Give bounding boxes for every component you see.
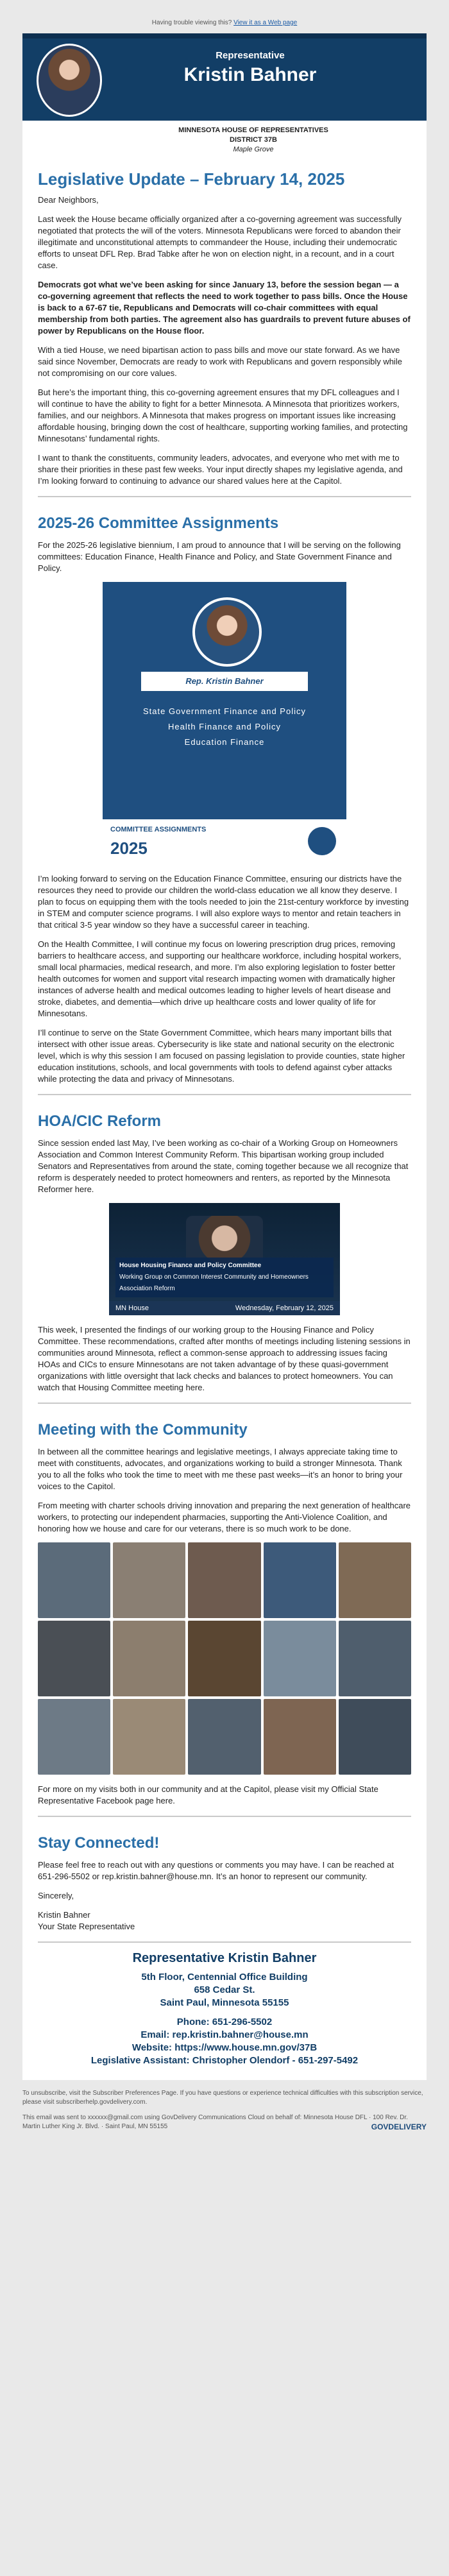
header-banner — [22, 33, 427, 121]
hoa-p1: Since session ended last May, I’ve been working as co-chair of a Working Group on Homeowners Association and Common Interest Community Reform. This bipartisan working group included Senators and Representatives from around the state, coming together because we all recognize that reform is desperately needed to protect homeowners and renters, as reported by the Minnesota Reformer here. — [38, 1138, 409, 1194]
newsletter-card — [22, 33, 427, 2080]
video-caption-title: House Housing Finance and Policy Committee — [119, 1262, 262, 1269]
photo-tile — [339, 1699, 411, 1775]
greeting: Dear Neighbors, — [38, 195, 99, 205]
committee-list — [103, 704, 346, 750]
committee-p3: I’ll continue to serve on the State Government Committee, which hears many important bills that intersect with other issue areas. Cybersecurity is like state and national security on the electronic level, which is why this session I am focused on passing legislation to provide counties, state higher education institutions, schools, and local governments with tools to defend against cyber attacks while protecting the data and privacy of Minnesotans. — [38, 1028, 405, 1084]
committee-year: 2025 — [110, 839, 148, 858]
committee-p2: On the Health Committee, I will continue my focus on lowering prescription drug prices, removing barriers to healthcare access, and supporting our healthcare workforce, including hospital workers, small local pharmacies, medical research, and more. I’m also exploring legislation to foster better health outcomes for women and support vital research impacting women with dramatically higher instances of adverse health and medical outcomes leading to higher levels of heart disease and stroke, diabetes, and dementia—which drive up healthcare costs and lower quality of life for Minnesotans. — [38, 939, 402, 1018]
update-p2: Democrats got what we’ve been asking for since January 13, before the session began — a co-governing agreement that reflects the need to work together to pass bills. Once the House is back to a 67-67 tie, Republicans and Democrats will co-chair committees with equal membership from both parties. The agreement also has guardrails to prevent future abuses of power by Republicans on the House floor. — [38, 280, 411, 336]
video-date: Wednesday, February 12, 2025 — [235, 1304, 334, 1312]
hoa-p2: This week, I presented the findings of our working group to the Housing Finance and Policy Committee. These recommendations, crafted after months of meetings including listening sessions in communities around Minnesota, reflect a common-sense approach to addressing issues facing HOAs and CICs to ensure Minnesotans are not taken advantage of by these quasi-government organizations with little oversight that lack checks and balances to protect homeowners. You can watch that Housing Committee meeting here. — [38, 1325, 411, 1392]
update-title: Legislative Update – February 14, 2025 — [38, 169, 345, 189]
hoa-title: HOA/CIC Reform — [38, 1113, 162, 1130]
district: DISTRICT 37B — [230, 136, 277, 144]
contact-rep: Representative Kristin Bahner — [132, 1951, 317, 1965]
photo-tile — [264, 1699, 336, 1775]
divider — [38, 1094, 411, 1095]
update-p1: Last week the House became officially organized after a co-governing agreement was successfully negotiated that protects the will of the voters. Minnesota Republicans were forced to abandon their illegitimate and unconstitutional attempts to commandeer the House, including their undemocratic efforts to unseat DFL Rep. Brad Tabke after he won on election night, in a recount, and in a court case. — [38, 214, 402, 270]
sent-to-line: This email was sent to xxxxxx@gmail.com using GovDelivery Communications Cloud on behalf of: Minnesota House DFL · 100 Rev. Dr. Martin Luther King Jr. Blvd. · Saint Paul, MN 55155 — [22, 2114, 408, 2130]
unsubscribe-text: To unsubscribe, visit the Subscriber Preferences Page. If you have questions or experience technical difficulties with this subscription service, please visit subscriberhelp.govdelivery.com. — [22, 2090, 423, 2106]
city: Maple Grove — [233, 146, 274, 153]
committee-item: Health Finance and Policy — [167, 722, 282, 731]
committee-graphic — [103, 582, 346, 864]
committee-title: 2025-26 Committee Assignments — [38, 515, 279, 532]
committee-footer-label: COMMITTEE ASSIGNMENTS — [110, 826, 207, 833]
video-bar — [109, 1301, 340, 1315]
divider — [38, 1403, 411, 1404]
web-view-notice — [0, 0, 449, 33]
connected-p1: Please feel free to reach out with any questions or comments you may have. I can be reached at 651-296-5502 or rep.kristin.bahner@house.mn. It’s an honor to represent our community. — [38, 1860, 394, 1881]
photo-collage — [38, 1542, 411, 1775]
committee-item: Education Finance — [184, 737, 265, 747]
update-p4: But here’s the important thing, this co-governing agreement ensures that my DFL colleagues and I will continue to have the ability to fight for a better Minnesota. A Minnesota that prioritizes workers, families, and our neighbors. A Minnesota that makes progress on important issues like increasing affordable housing, bringing down the cost of healthcare, supporting working families, and protecting Minnesotans’ fundamental rights. — [38, 388, 408, 443]
community-p3: For more on my visits both in our community and at the Capitol, please visit my Official State Representative Facebook page here. — [38, 1784, 378, 1805]
contact-email[interactable]: Email: rep.kristin.bahner@house.mn — [140, 2029, 309, 2040]
photo-tile — [264, 1621, 336, 1696]
community-title: Meeting with the Community — [38, 1421, 248, 1438]
photo-tile — [38, 1621, 110, 1696]
photo-tile — [339, 1621, 411, 1696]
sent-to-text — [22, 2113, 427, 2131]
update-p5: I want to thank the constituents, community leaders, advocates, and everyone who met with me to share their priorities in these past few weeks. Your input directly shapes my legislative agenda, and I’m looking forward to continuing to advance our shared values here at the Capitol. — [38, 453, 403, 486]
photo-tile — [188, 1542, 260, 1618]
video-caption-subtitle: Working Group on Common Interest Community and Homeowners Association Reform — [119, 1274, 309, 1292]
committee-footer — [103, 819, 346, 864]
committee-p1: I’m looking forward to serving on the Education Finance Committee, ensuring our districts have the resources they need to provide our children the world-class education we all know they deserve. I plan to focus on equipping them with the tools needed to join the 21st-century workforce by investing in STEM and computer science programs. I will also explore ways to mentor and retain teachers in that critical 3-5 year window so they have a successful career in teaching. — [38, 874, 409, 930]
signature-name: Kristin Bahner — [38, 1910, 90, 1920]
contact-assistant: Legislative Assistant: Christopher Olendorf - 651-297-5492 — [90, 2055, 359, 2066]
govdelivery-logo: GOVDELIVERY — [371, 2122, 427, 2131]
house-name: MINNESOTA HOUSE OF REPRESENTATIVES — [178, 126, 328, 134]
photo-tile — [339, 1542, 411, 1618]
video-caption — [115, 1258, 334, 1297]
divider — [38, 1816, 411, 1817]
committee-rep-name: Rep. Kristin Bahner — [141, 672, 308, 691]
content — [22, 162, 427, 2080]
view-web-link[interactable]: View it as a Web page — [233, 19, 298, 26]
hearing-video-thumbnail[interactable] — [109, 1203, 340, 1315]
contact-address1: 5th Floor, Centennial Office Building — [141, 1972, 308, 1983]
header-role: Representative — [216, 50, 285, 61]
closing: Sincerely, — [38, 1891, 74, 1900]
committee-item: State Government Finance and Policy — [143, 706, 306, 716]
photo-tile — [38, 1699, 110, 1775]
committee-photo — [192, 597, 262, 667]
photo-tile — [113, 1542, 185, 1618]
notice-text: Having trouble viewing this? — [151, 19, 232, 26]
photo-tile — [188, 1621, 260, 1696]
photo-tile — [113, 1699, 185, 1775]
photo-tile — [38, 1542, 110, 1618]
divider — [38, 496, 411, 497]
connected-title: Stay Connected! — [38, 1834, 160, 1852]
update-p3: With a tied House, we need bipartisan action to pass bills and move our state forward. As we have said since November, Democrats are ready to work with Republicans and govern responsibly while not compromising on our core values. — [38, 345, 402, 378]
video-channel: MN House — [115, 1304, 149, 1312]
signature-role: Your State Representative — [38, 1922, 135, 1931]
house-dfl-logo — [308, 827, 336, 855]
photo-tile — [113, 1621, 185, 1696]
email-footer — [22, 2089, 427, 2131]
contact-phone: Phone: 651-296-5502 — [176, 2017, 273, 2027]
committee-intro: For the 2025-26 legislative biennium, I am proud to announce that I will be serving on the following committees: Education Finance, Health Finance and Policy, and State Government Finance and Policy. — [38, 540, 401, 573]
community-p1: In between all the committee hearings and legislative meetings, I always appreciate taking time to meet with constituents, advocates, and organizations working to build a stronger Minnesota. Thank you to all the folks who took the time to meet with me these past weeks—it’s an honor to bring your voices to the Capitol. — [38, 1447, 403, 1491]
contact-address2: 658 Cedar St. — [194, 1984, 255, 1995]
divider — [38, 1941, 411, 1943]
contact-website[interactable]: Website: https://www.house.mn.gov/37B — [131, 2042, 318, 2053]
photo-tile — [264, 1542, 336, 1618]
contact-block — [38, 1952, 411, 2080]
contact-address3: Saint Paul, Minnesota 55155 — [160, 1997, 289, 2008]
photo-tile — [188, 1699, 260, 1775]
district-info — [22, 121, 427, 162]
header-name: Kristin Bahner — [183, 64, 317, 85]
community-p2: From meeting with charter schools driving innovation and preparing the next generation of healthcare workers, to protecting our independent pharmacies, supporting the Anti-Violence Coalition, and honoring how we house and care for our veterans, there is so much work to be done. — [38, 1501, 411, 1533]
